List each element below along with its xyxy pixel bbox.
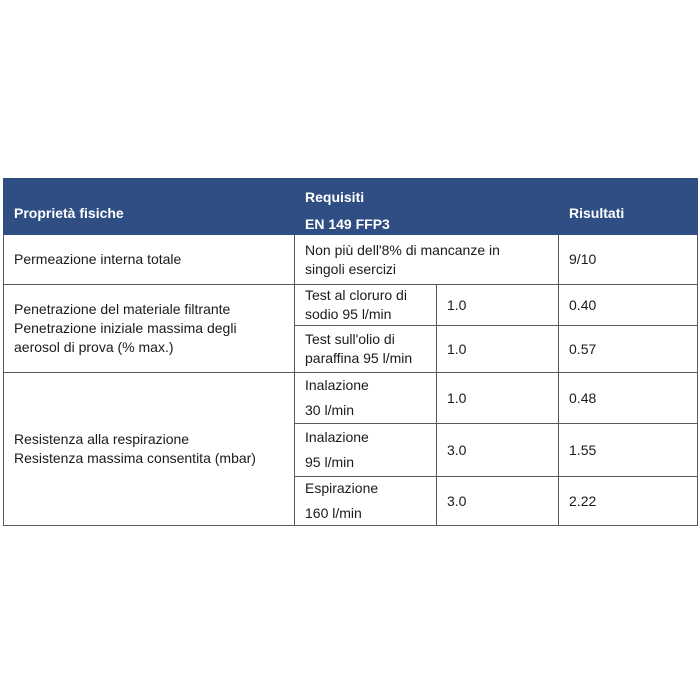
test-cell	[295, 477, 437, 526]
requirement-cell: 3.0	[437, 424, 559, 477]
property-line: Penetrazione del materiale filtrante	[14, 301, 231, 317]
test-line: Test sull'olio di	[305, 331, 395, 347]
property-cell	[4, 285, 295, 373]
result-cell: 9/10	[559, 235, 698, 285]
property-cell	[4, 373, 295, 526]
result-cell: 0.57	[559, 326, 698, 373]
test-cell	[295, 326, 437, 373]
table-row-filter-test-1	[4, 285, 698, 326]
result-cell: 0.40	[559, 285, 698, 326]
header-requirements-line2: EN 149 FFP3	[305, 216, 390, 232]
header-property: Proprietà fisiche	[4, 179, 295, 235]
result-cell: 1.55	[559, 424, 698, 477]
requirement-line: singoli esercizi	[305, 260, 397, 277]
test-line: 30 l/min	[305, 402, 355, 418]
header-requirements	[295, 179, 559, 235]
specifications-table	[3, 178, 698, 526]
table-row-resistance-test-1	[4, 373, 698, 424]
property-cell: Permeazione interna totale	[4, 235, 295, 285]
test-line: sodio 95 l/min	[305, 306, 392, 322]
property-line: Resistenza alla respirazione	[14, 431, 190, 447]
test-line: Test al cloruro di	[305, 287, 407, 303]
property-line: Penetrazione iniziale massima degli	[14, 320, 237, 336]
header-row	[4, 179, 698, 235]
test-line: 95 l/min	[305, 454, 355, 470]
test-cell	[295, 424, 437, 477]
test-line: Espirazione	[305, 480, 379, 496]
test-cell	[295, 373, 437, 424]
result-cell: 2.22	[559, 477, 698, 526]
property-line: aerosol di prova (% max.)	[14, 339, 174, 355]
requirement-cell: 1.0	[437, 285, 559, 326]
property-line: Resistenza massima consentita (mbar)	[14, 450, 256, 466]
test-line: 160 l/min	[305, 505, 362, 521]
test-cell	[295, 285, 437, 326]
test-line: Inalazione	[305, 377, 369, 393]
requirement-cell: 1.0	[437, 326, 559, 373]
requirement-cell	[295, 235, 559, 285]
requirement-line: Non più dell'8% di mancanze in	[305, 241, 500, 258]
table-row-permeation	[4, 235, 698, 285]
header-requirements-line1: Requisiti	[305, 189, 365, 205]
test-line: paraffina 95 l/min	[305, 350, 413, 366]
result-cell: 0.48	[559, 373, 698, 424]
requirement-cell: 1.0	[437, 373, 559, 424]
header-results: Risultati	[559, 179, 698, 235]
test-line: Inalazione	[305, 429, 369, 445]
requirement-cell: 3.0	[437, 477, 559, 526]
